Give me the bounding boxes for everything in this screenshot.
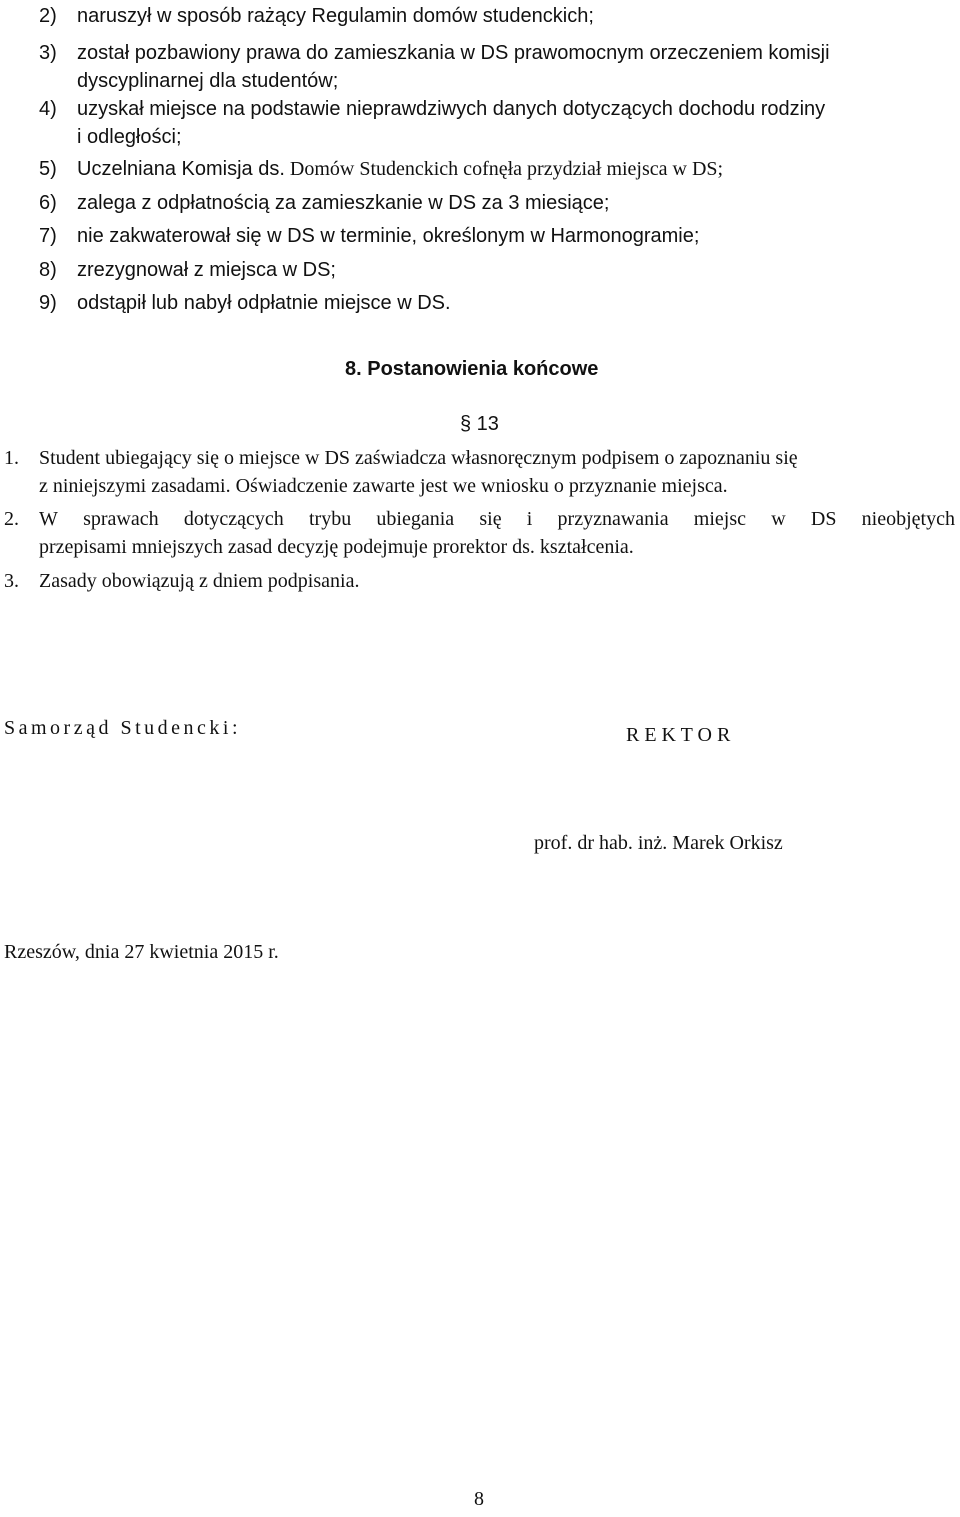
list-item-text: zalega z odpłatnością za zamieszkanie w DS za 3 miesiące;	[77, 192, 610, 214]
provision-1-continuation	[39, 474, 728, 498]
list-item-number: 2)	[39, 5, 57, 27]
list-item-number: 8)	[39, 259, 57, 281]
rector-label: R E K T O R	[626, 724, 731, 746]
provision-word: miejsc	[693, 508, 747, 530]
provision-word: W	[39, 508, 58, 530]
provision-word: DS	[810, 508, 837, 530]
student-government-label: Samorząd Studencki:	[4, 717, 242, 739]
list-item-6	[39, 191, 609, 215]
list-item-2	[39, 4, 594, 28]
list-item-number: 7)	[39, 225, 57, 247]
section-title: 8. Postanowienia końcowe	[345, 358, 599, 380]
list-item-number: 5)	[39, 158, 57, 180]
paragraph-mark: § 13	[460, 413, 499, 435]
provision-word: przyznawania	[557, 508, 669, 530]
list-item-3	[39, 41, 830, 65]
list-item-text: odstąpił lub nabył odpłatnie miejsce w DS.	[77, 292, 451, 314]
list-item-text: nie zakwaterował się w DS w terminie, określonym w Harmonogramie;	[77, 225, 700, 247]
list-item-number: 3)	[39, 42, 57, 64]
provision-2-continuation	[39, 535, 634, 559]
provision-word: trybu	[308, 508, 352, 530]
provision-text: Student ubiegający się o miejsce w DS zaświadcza własnoręcznym podpisem o zapoznaniu się	[39, 447, 798, 469]
date-line: Rzeszów, dnia 27 kwietnia 2015 r.	[4, 941, 279, 963]
provision-word: nieobjętych	[861, 508, 955, 530]
provision-word: w	[771, 508, 786, 530]
provision-word: się	[479, 508, 502, 530]
list-item-4-continuation	[77, 125, 182, 149]
list-item-text: uzyskał miejsce na podstawie nieprawdziwych danych dotyczących dochodu rodziny	[77, 98, 826, 120]
provision-number: 1.	[4, 447, 19, 469]
page-number: 8	[474, 1488, 484, 1510]
provision-3	[4, 569, 359, 593]
list-item-text: został pozbawiony prawa do zamieszkania w DS prawomocnym orzeczeniem komisji	[77, 42, 830, 64]
list-item-3-continuation	[77, 69, 338, 93]
rector-name: prof. dr hab. inż. Marek Orkisz	[534, 832, 783, 854]
list-item-text-part-b: Domów Studenckich cofnęła przydział miejsca w DS;	[289, 158, 724, 180]
list-item-text: zrezygnował z miejsca w DS;	[77, 259, 336, 281]
list-item-text: i odległości;	[77, 126, 182, 148]
provision-text: z niniejszymi zasadami. Oświadczenie zawarte jest we wniosku o przyznanie miejsca.	[39, 475, 728, 497]
list-item-number: 9)	[39, 292, 57, 314]
provision-word: ubiegania	[376, 508, 455, 530]
list-item-9	[39, 291, 451, 315]
provision-word: i	[526, 508, 533, 530]
list-item-7	[39, 224, 699, 248]
provision-2-justified-line	[39, 507, 955, 531]
list-item-number: 4)	[39, 98, 57, 120]
provision-word: sprawach	[83, 508, 159, 530]
list-item-4	[39, 97, 825, 121]
list-item-text: naruszył w sposób rażący Regulamin domów studenckich;	[77, 5, 594, 27]
list-item-text: dyscyplinarnej dla studentów;	[77, 70, 339, 92]
provision-1	[4, 446, 798, 470]
list-item-number: 6)	[39, 192, 57, 214]
provision-2-number: 2.	[4, 508, 19, 530]
provision-text: Zasady obowiązują z dniem podpisania.	[39, 570, 360, 592]
list-item-text-part-a: Uczelniana Komisja ds.	[77, 158, 285, 180]
provision-text: przepisami mniejszych zasad decyzję podejmuje prorektor ds. kształcenia.	[39, 536, 634, 558]
list-item-5	[39, 157, 723, 181]
provision-word: dotyczących	[183, 508, 284, 530]
provision-number: 3.	[4, 570, 19, 592]
list-item-8	[39, 258, 336, 282]
